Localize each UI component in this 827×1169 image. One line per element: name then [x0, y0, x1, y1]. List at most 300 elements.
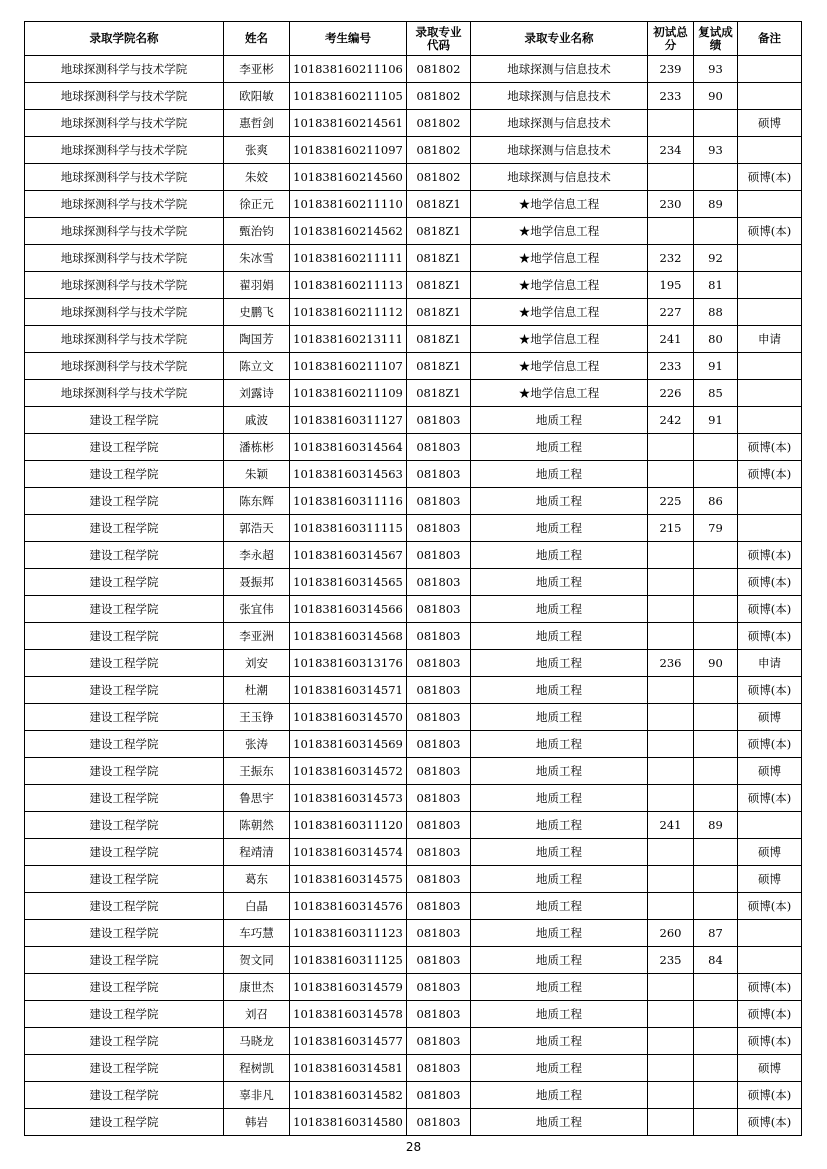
major-code-cell: 081803: [407, 596, 471, 623]
college-cell: 建设工程学院: [25, 731, 224, 758]
table-row: [25, 326, 802, 353]
name-cell: 李亚洲: [224, 623, 290, 650]
name-cell: 朱冰雪: [224, 245, 290, 272]
candidate-id-cell: 101838160314571: [290, 677, 407, 704]
initial-score-cell: [648, 434, 694, 461]
retest-score-cell: [694, 596, 738, 623]
major-name-cell: 地质工程: [471, 650, 648, 677]
table-row: [25, 866, 802, 893]
major-name-cell: 地质工程: [471, 542, 648, 569]
initial-score-cell: [648, 974, 694, 1001]
table-row: [25, 461, 802, 488]
candidate-id-cell: 101838160314563: [290, 461, 407, 488]
candidate-id-cell: 101838160211106: [290, 56, 407, 83]
major-name-cell: 地质工程: [471, 407, 648, 434]
table-row: [25, 677, 802, 704]
candidate-id-cell: 101838160211105: [290, 83, 407, 110]
remarks-cell: [738, 353, 802, 380]
initial-score-cell: [648, 569, 694, 596]
name-cell: 马晓龙: [224, 1028, 290, 1055]
retest-score-cell: 80: [694, 326, 738, 353]
major-code-cell: 0818Z1: [407, 218, 471, 245]
candidate-id-cell: 101838160314570: [290, 704, 407, 731]
candidate-id-cell: 101838160211111: [290, 245, 407, 272]
college-cell: 地球探测科学与技术学院: [25, 110, 224, 137]
major-name-cell: 地质工程: [471, 1082, 648, 1109]
candidate-id-cell: 101838160311120: [290, 812, 407, 839]
table-row: [25, 245, 802, 272]
candidate-id-cell: 101838160314578: [290, 1001, 407, 1028]
major-name-cell: 地球探测与信息技术: [471, 110, 648, 137]
candidate-id-cell: 101838160314575: [290, 866, 407, 893]
remarks-cell: 硕博: [738, 839, 802, 866]
table-row: [25, 920, 802, 947]
retest-score-cell: 84: [694, 947, 738, 974]
candidate-id-cell: 101838160314564: [290, 434, 407, 461]
college-cell: 建设工程学院: [25, 1001, 224, 1028]
remarks-cell: 硕博(本): [738, 974, 802, 1001]
name-cell: 徐正元: [224, 191, 290, 218]
initial-score-cell: 195: [648, 272, 694, 299]
remarks-cell: 硕博(本): [738, 1028, 802, 1055]
major-name-cell: 地球探测与信息技术: [471, 56, 648, 83]
major-name-cell: 地质工程: [471, 839, 648, 866]
major-name-cell: 地质工程: [471, 1109, 648, 1136]
major-name-cell: 地质工程: [471, 1028, 648, 1055]
candidate-id-cell: 101838160314572: [290, 758, 407, 785]
candidate-id-cell: 101838160314569: [290, 731, 407, 758]
college-cell: 地球探测科学与技术学院: [25, 191, 224, 218]
table-row: [25, 299, 802, 326]
remarks-cell: 硕博(本): [738, 434, 802, 461]
name-cell: 韩岩: [224, 1109, 290, 1136]
major-name-cell: ★地学信息工程: [471, 353, 648, 380]
candidate-id-cell: 101838160211107: [290, 353, 407, 380]
major-code-cell: 081802: [407, 56, 471, 83]
major-code-cell: 081803: [407, 731, 471, 758]
remarks-cell: [738, 56, 802, 83]
name-cell: 王振东: [224, 758, 290, 785]
remarks-cell: 硕博(本): [738, 1109, 802, 1136]
major-name-cell: 地球探测与信息技术: [471, 137, 648, 164]
major-name-cell: ★地学信息工程: [471, 299, 648, 326]
remarks-cell: 硕博(本): [738, 569, 802, 596]
table-row: [25, 137, 802, 164]
major-name-cell: ★地学信息工程: [471, 326, 648, 353]
retest-score-cell: 91: [694, 353, 738, 380]
name-cell: 陈东辉: [224, 488, 290, 515]
remarks-cell: [738, 515, 802, 542]
table-row: [25, 623, 802, 650]
name-cell: 程树凯: [224, 1055, 290, 1082]
remarks-cell: [738, 272, 802, 299]
table-row: [25, 380, 802, 407]
major-code-cell: 081803: [407, 839, 471, 866]
initial-score-cell: [648, 596, 694, 623]
major-name-cell: ★地学信息工程: [471, 245, 648, 272]
retest-score-cell: [694, 110, 738, 137]
remarks-cell: [738, 947, 802, 974]
college-cell: 建设工程学院: [25, 1055, 224, 1082]
candidate-id-cell: 101838160211112: [290, 299, 407, 326]
college-cell: 建设工程学院: [25, 461, 224, 488]
major-name-cell: 地质工程: [471, 785, 648, 812]
name-cell: 刘安: [224, 650, 290, 677]
college-cell: 建设工程学院: [25, 893, 224, 920]
major-name-cell: 地质工程: [471, 920, 648, 947]
major-code-cell: 0818Z1: [407, 353, 471, 380]
major-name-cell: 地质工程: [471, 704, 648, 731]
remarks-cell: 硕博: [738, 1055, 802, 1082]
major-name-cell: 地质工程: [471, 1055, 648, 1082]
initial-score-cell: 239: [648, 56, 694, 83]
name-cell: 杜潮: [224, 677, 290, 704]
college-cell: 建设工程学院: [25, 434, 224, 461]
table-row: [25, 110, 802, 137]
retest-score-cell: 85: [694, 380, 738, 407]
major-name-cell: 地质工程: [471, 758, 648, 785]
candidate-id-cell: 101838160314576: [290, 893, 407, 920]
remarks-cell: 硕博(本): [738, 461, 802, 488]
table-row: [25, 650, 802, 677]
header-name: 姓名: [224, 22, 290, 56]
retest-score-cell: 89: [694, 812, 738, 839]
candidate-id-cell: 101838160211097: [290, 137, 407, 164]
name-cell: 刘召: [224, 1001, 290, 1028]
initial-score-cell: [648, 623, 694, 650]
initial-score-cell: 241: [648, 812, 694, 839]
initial-score-cell: 234: [648, 137, 694, 164]
name-cell: 朱姣: [224, 164, 290, 191]
candidate-id-cell: 101838160314579: [290, 974, 407, 1001]
table-row: [25, 542, 802, 569]
initial-score-cell: [648, 785, 694, 812]
major-code-cell: 081802: [407, 164, 471, 191]
major-name-cell: 地质工程: [471, 812, 648, 839]
retest-score-cell: 93: [694, 137, 738, 164]
retest-score-cell: 79: [694, 515, 738, 542]
retest-score-cell: [694, 434, 738, 461]
candidate-id-cell: 101838160314577: [290, 1028, 407, 1055]
candidate-id-cell: 101838160314573: [290, 785, 407, 812]
table-row: [25, 569, 802, 596]
candidate-id-cell: 101838160213111: [290, 326, 407, 353]
retest-score-cell: [694, 866, 738, 893]
major-name-cell: 地质工程: [471, 1001, 648, 1028]
candidate-id-cell: 101838160214561: [290, 110, 407, 137]
table-row: [25, 947, 802, 974]
candidate-id-cell: 101838160314567: [290, 542, 407, 569]
college-cell: 建设工程学院: [25, 758, 224, 785]
retest-score-cell: 87: [694, 920, 738, 947]
major-name-cell: 地质工程: [471, 434, 648, 461]
major-code-cell: 081803: [407, 1028, 471, 1055]
initial-score-cell: 242: [648, 407, 694, 434]
table-row: [25, 758, 802, 785]
remarks-cell: [738, 488, 802, 515]
table-row: [25, 407, 802, 434]
remarks-cell: [738, 812, 802, 839]
retest-score-cell: [694, 758, 738, 785]
remarks-cell: 硕博(本): [738, 596, 802, 623]
table-row: [25, 812, 802, 839]
remarks-cell: 硕博(本): [738, 623, 802, 650]
remarks-cell: 硕博(本): [738, 785, 802, 812]
remarks-cell: 硕博: [738, 704, 802, 731]
major-name-cell: 地质工程: [471, 947, 648, 974]
header-remarks: 备注: [738, 22, 802, 56]
major-name-cell: ★地学信息工程: [471, 272, 648, 299]
table-row: [25, 731, 802, 758]
college-cell: 建设工程学院: [25, 812, 224, 839]
name-cell: 鲁思宇: [224, 785, 290, 812]
name-cell: 刘露诗: [224, 380, 290, 407]
candidate-id-cell: 101838160311115: [290, 515, 407, 542]
major-code-cell: 081803: [407, 1055, 471, 1082]
college-cell: 建设工程学院: [25, 866, 224, 893]
college-cell: 地球探测科学与技术学院: [25, 164, 224, 191]
major-code-cell: 081803: [407, 1082, 471, 1109]
college-cell: 地球探测科学与技术学院: [25, 353, 224, 380]
admission-table: [24, 21, 802, 1136]
candidate-id-cell: 101838160211109: [290, 380, 407, 407]
college-cell: 地球探测科学与技术学院: [25, 326, 224, 353]
remarks-cell: [738, 191, 802, 218]
initial-score-cell: 232: [648, 245, 694, 272]
retest-score-cell: [694, 461, 738, 488]
major-code-cell: 081803: [407, 866, 471, 893]
table-row: [25, 1001, 802, 1028]
major-code-cell: 081802: [407, 110, 471, 137]
major-name-cell: 地球探测与信息技术: [471, 83, 648, 110]
table-row: [25, 596, 802, 623]
major-code-cell: 081803: [407, 758, 471, 785]
major-code-cell: 081803: [407, 704, 471, 731]
major-code-cell: 081803: [407, 1001, 471, 1028]
college-cell: 建设工程学院: [25, 839, 224, 866]
remarks-cell: 硕博(本): [738, 1001, 802, 1028]
major-code-cell: 0818Z1: [407, 380, 471, 407]
name-cell: 贺文同: [224, 947, 290, 974]
remarks-cell: 硕博(本): [738, 1082, 802, 1109]
remarks-cell: 硕博(本): [738, 542, 802, 569]
college-cell: 建设工程学院: [25, 974, 224, 1001]
name-cell: 张宜伟: [224, 596, 290, 623]
retest-score-cell: 90: [694, 650, 738, 677]
major-name-cell: ★地学信息工程: [471, 380, 648, 407]
remarks-cell: [738, 380, 802, 407]
retest-score-cell: [694, 569, 738, 596]
candidate-id-cell: 101838160311127: [290, 407, 407, 434]
retest-score-cell: [694, 1001, 738, 1028]
remarks-cell: 硕博: [738, 110, 802, 137]
college-cell: 建设工程学院: [25, 704, 224, 731]
college-cell: 地球探测科学与技术学院: [25, 56, 224, 83]
major-code-cell: 0818Z1: [407, 272, 471, 299]
college-cell: 建设工程学院: [25, 1109, 224, 1136]
college-cell: 建设工程学院: [25, 488, 224, 515]
college-cell: 地球探测科学与技术学院: [25, 218, 224, 245]
retest-score-cell: [694, 893, 738, 920]
initial-score-cell: [648, 704, 694, 731]
college-cell: 建设工程学院: [25, 1028, 224, 1055]
name-cell: 康世杰: [224, 974, 290, 1001]
major-name-cell: 地质工程: [471, 677, 648, 704]
candidate-id-cell: 101838160211110: [290, 191, 407, 218]
name-cell: 辜非凡: [224, 1082, 290, 1109]
major-name-cell: 地质工程: [471, 488, 648, 515]
initial-score-cell: [648, 1001, 694, 1028]
major-code-cell: 0818Z1: [407, 299, 471, 326]
candidate-id-cell: 101838160314582: [290, 1082, 407, 1109]
retest-score-cell: 81: [694, 272, 738, 299]
table-row: [25, 893, 802, 920]
table-row: [25, 1109, 802, 1136]
retest-score-cell: [694, 164, 738, 191]
major-code-cell: 081803: [407, 623, 471, 650]
retest-score-cell: [694, 1082, 738, 1109]
candidate-id-cell: 101838160314566: [290, 596, 407, 623]
major-name-cell: 地质工程: [471, 893, 648, 920]
name-cell: 惠哲剑: [224, 110, 290, 137]
candidate-id-cell: 101838160314574: [290, 839, 407, 866]
college-cell: 地球探测科学与技术学院: [25, 245, 224, 272]
name-cell: 张涛: [224, 731, 290, 758]
college-cell: 建设工程学院: [25, 677, 224, 704]
major-code-cell: 081803: [407, 569, 471, 596]
retest-score-cell: 90: [694, 83, 738, 110]
retest-score-cell: 89: [694, 191, 738, 218]
initial-score-cell: [648, 1109, 694, 1136]
name-cell: 白晶: [224, 893, 290, 920]
major-code-cell: 081803: [407, 515, 471, 542]
table-body: [25, 56, 802, 1136]
initial-score-cell: 215: [648, 515, 694, 542]
candidate-id-cell: 101838160311123: [290, 920, 407, 947]
college-cell: 建设工程学院: [25, 596, 224, 623]
initial-score-cell: 236: [648, 650, 694, 677]
initial-score-cell: 233: [648, 353, 694, 380]
retest-score-cell: [694, 1028, 738, 1055]
initial-score-cell: [648, 758, 694, 785]
retest-score-cell: [694, 974, 738, 1001]
retest-score-cell: 86: [694, 488, 738, 515]
retest-score-cell: [694, 731, 738, 758]
candidate-id-cell: 101838160211113: [290, 272, 407, 299]
retest-score-cell: [694, 1109, 738, 1136]
page-number: 28: [405, 1140, 422, 1154]
major-name-cell: 地质工程: [471, 515, 648, 542]
remarks-cell: 硕博: [738, 866, 802, 893]
initial-score-cell: [648, 731, 694, 758]
college-cell: 建设工程学院: [25, 947, 224, 974]
retest-score-cell: [694, 785, 738, 812]
name-cell: 陈朝然: [224, 812, 290, 839]
table-row: [25, 515, 802, 542]
major-code-cell: 081803: [407, 1109, 471, 1136]
initial-score-cell: 233: [648, 83, 694, 110]
candidate-id-cell: 101838160311125: [290, 947, 407, 974]
table-row: [25, 1082, 802, 1109]
remarks-cell: 申请: [738, 326, 802, 353]
major-name-cell: ★地学信息工程: [471, 218, 648, 245]
major-code-cell: 0818Z1: [407, 326, 471, 353]
initial-score-cell: [648, 218, 694, 245]
major-code-cell: 081803: [407, 974, 471, 1001]
retest-score-cell: 91: [694, 407, 738, 434]
major-code-cell: 081802: [407, 137, 471, 164]
retest-score-cell: [694, 677, 738, 704]
candidate-id-cell: 101838160214562: [290, 218, 407, 245]
major-name-cell: ★地学信息工程: [471, 191, 648, 218]
remarks-cell: 硕博(本): [738, 218, 802, 245]
table-row: [25, 353, 802, 380]
remarks-cell: [738, 245, 802, 272]
initial-score-cell: [648, 839, 694, 866]
major-code-cell: 0818Z1: [407, 245, 471, 272]
table-row: [25, 83, 802, 110]
table-row: [25, 1055, 802, 1082]
retest-score-cell: 88: [694, 299, 738, 326]
table-row: [25, 785, 802, 812]
major-code-cell: 081803: [407, 785, 471, 812]
table-row: [25, 839, 802, 866]
college-cell: 建设工程学院: [25, 623, 224, 650]
header-major-code: 录取专业代码: [407, 22, 471, 56]
remarks-cell: [738, 137, 802, 164]
name-cell: 甄治钧: [224, 218, 290, 245]
initial-score-cell: 235: [648, 947, 694, 974]
remarks-cell: [738, 83, 802, 110]
table-row: [25, 1028, 802, 1055]
college-cell: 地球探测科学与技术学院: [25, 299, 224, 326]
major-name-cell: 地质工程: [471, 974, 648, 1001]
candidate-id-cell: 101838160314565: [290, 569, 407, 596]
college-cell: 建设工程学院: [25, 407, 224, 434]
initial-score-cell: [648, 542, 694, 569]
college-cell: 建设工程学院: [25, 650, 224, 677]
retest-score-cell: [694, 839, 738, 866]
major-code-cell: 081803: [407, 920, 471, 947]
name-cell: 聂振邦: [224, 569, 290, 596]
candidate-id-cell: 101838160314581: [290, 1055, 407, 1082]
table-row: [25, 218, 802, 245]
header-retest-score: 复试成绩: [694, 22, 738, 56]
initial-score-cell: [648, 461, 694, 488]
name-cell: 欧阳敏: [224, 83, 290, 110]
major-code-cell: 081803: [407, 461, 471, 488]
major-code-cell: 081802: [407, 83, 471, 110]
college-cell: 地球探测科学与技术学院: [25, 380, 224, 407]
name-cell: 郭浩天: [224, 515, 290, 542]
name-cell: 王玉铮: [224, 704, 290, 731]
major-code-cell: 081803: [407, 947, 471, 974]
major-code-cell: 081803: [407, 407, 471, 434]
candidate-id-cell: 101838160314568: [290, 623, 407, 650]
remarks-cell: [738, 299, 802, 326]
name-cell: 葛东: [224, 866, 290, 893]
retest-score-cell: [694, 542, 738, 569]
initial-score-cell: [648, 893, 694, 920]
table-row: [25, 434, 802, 461]
candidate-id-cell: 101838160214560: [290, 164, 407, 191]
initial-score-cell: 260: [648, 920, 694, 947]
retest-score-cell: [694, 1055, 738, 1082]
retest-score-cell: 93: [694, 56, 738, 83]
major-name-cell: 地质工程: [471, 596, 648, 623]
header-initial-score: 初试总分: [648, 22, 694, 56]
major-code-cell: 081803: [407, 812, 471, 839]
